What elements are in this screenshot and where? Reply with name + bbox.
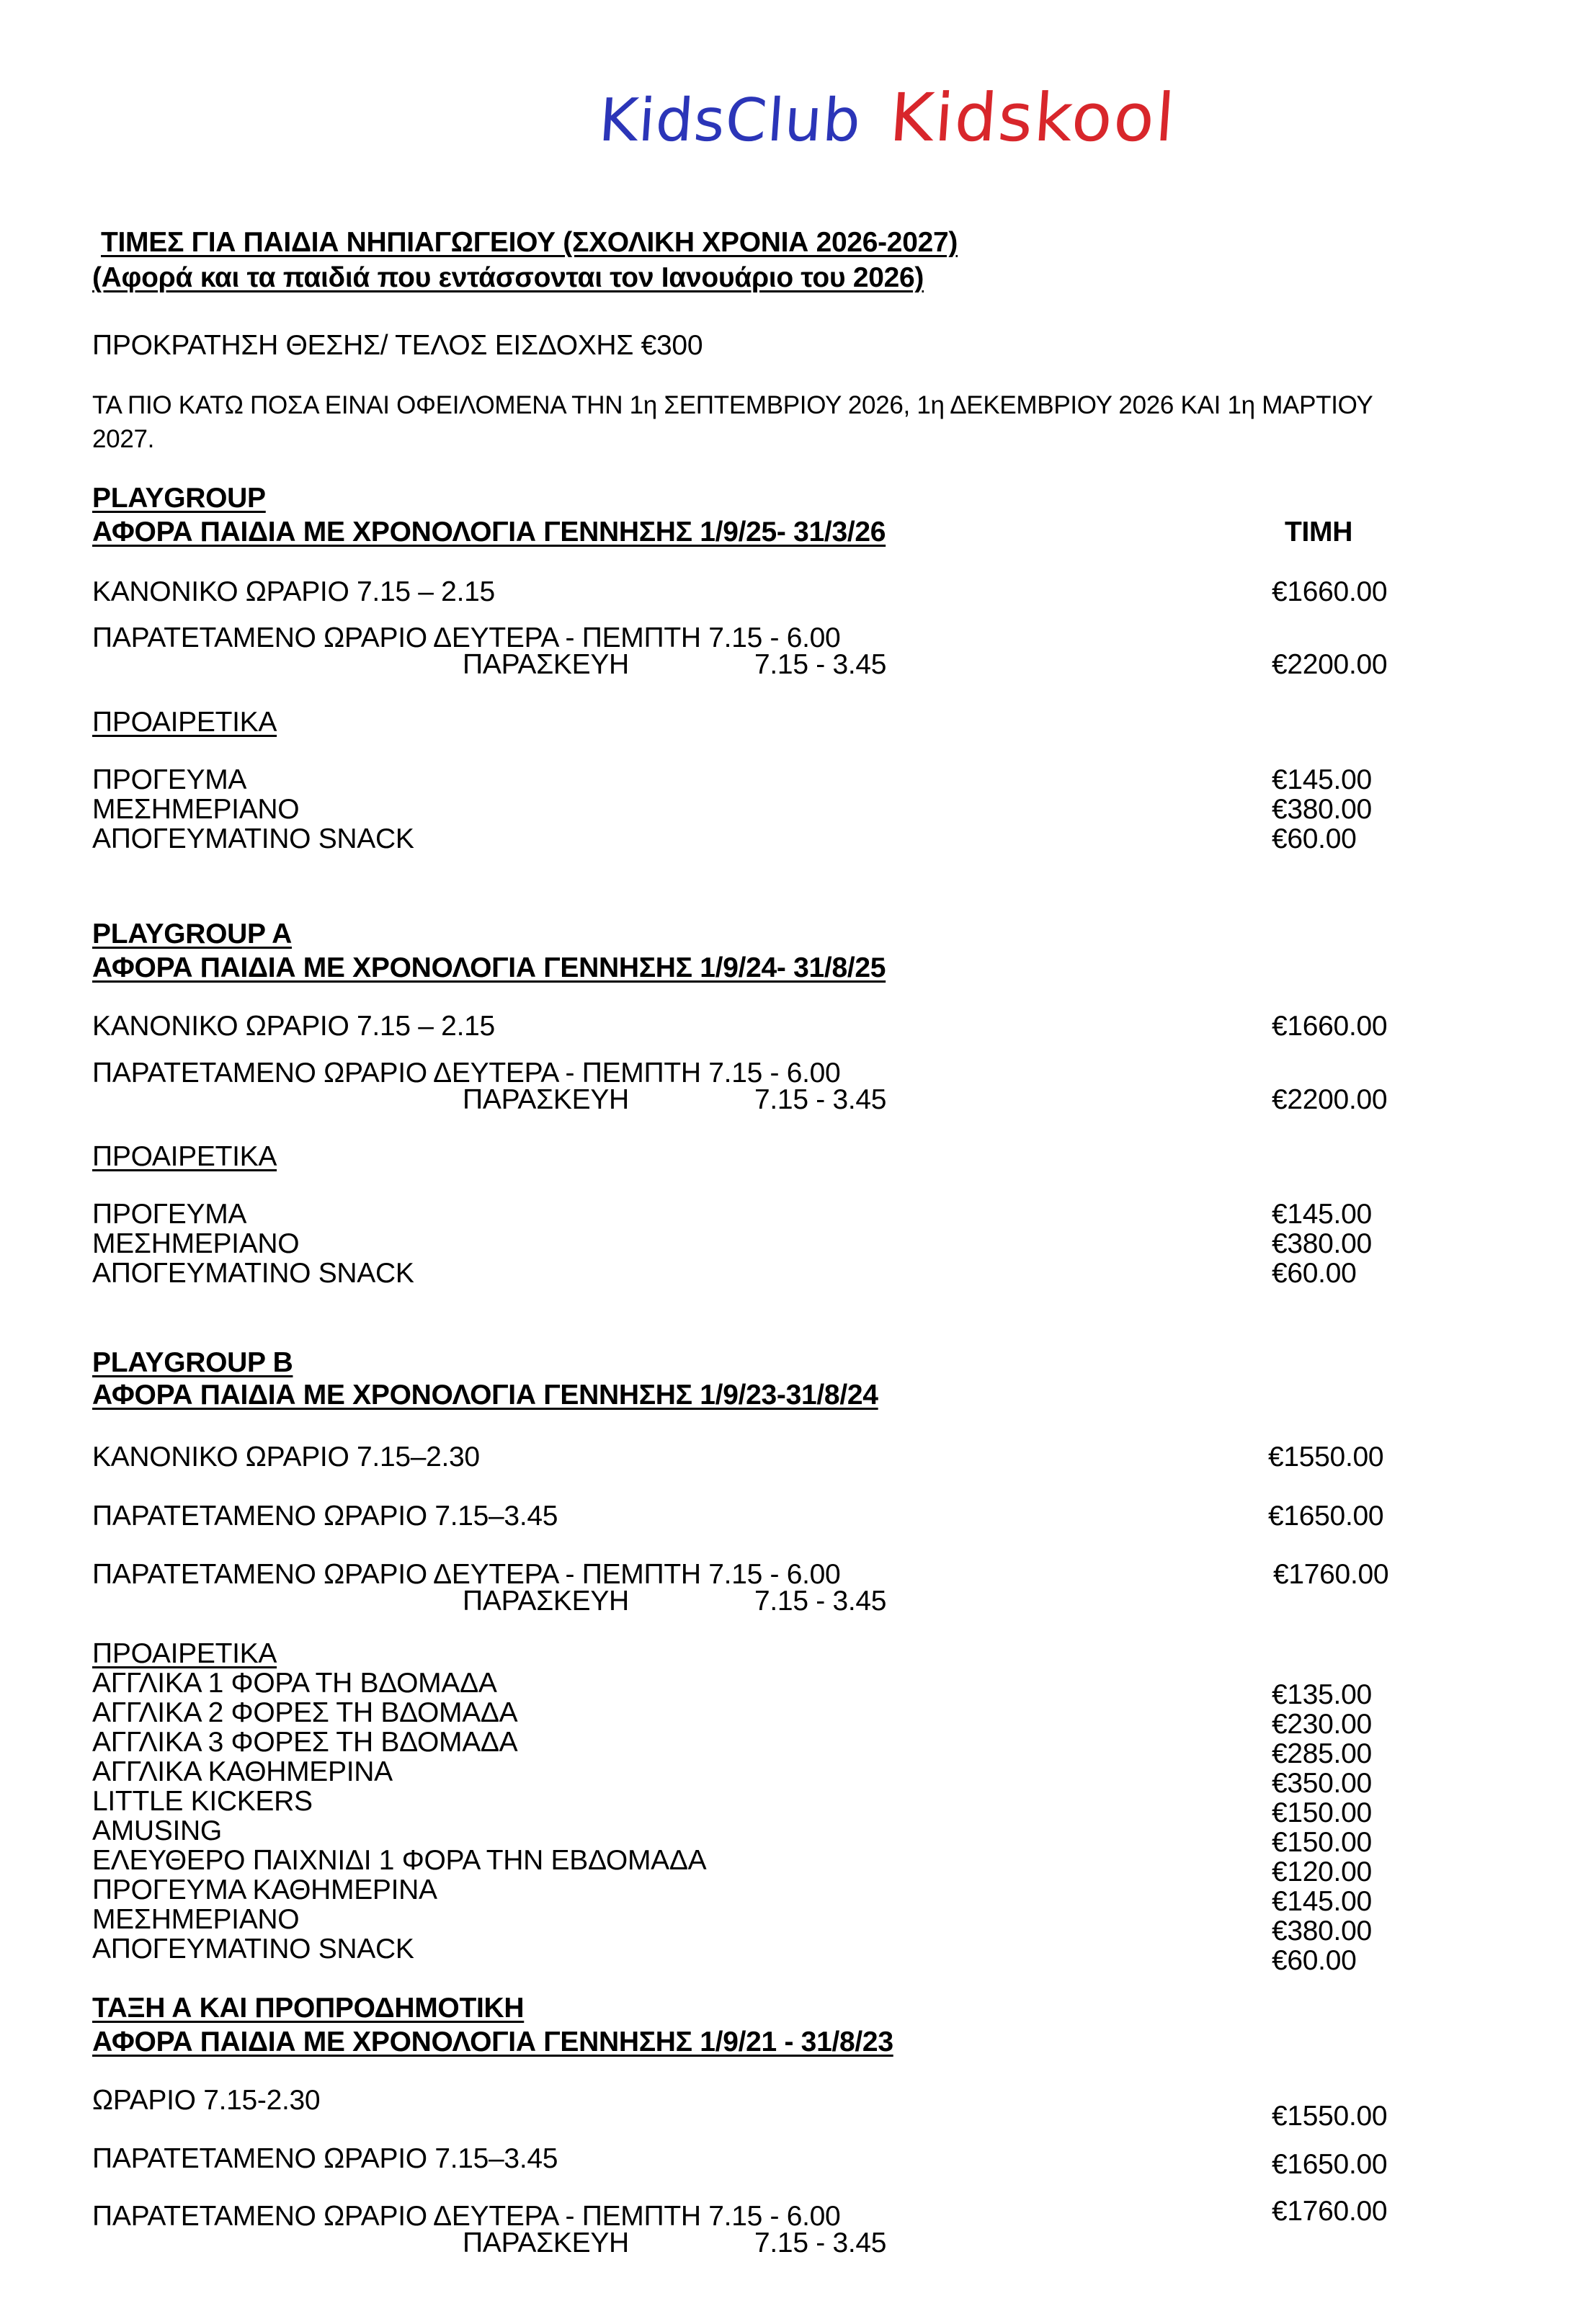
playgroup-b-extra-price: €120.00 bbox=[1272, 1856, 1372, 1887]
class-a-extended1-label: ΠΑΡΑΤΕΤΑΜΕΝΟ ΩΡΑΡΙΟ 7.15–3.45 bbox=[92, 2143, 558, 2174]
playgroup-b-extra-label: ΑΓΓΛΙΚΑ ΚΑΘΗΜΕΡΙΝΑ bbox=[92, 1756, 393, 1787]
playgroup-extra-price: €60.00 bbox=[1272, 823, 1357, 854]
class-a-title: ΤΑΞΗ Α ΚΑΙ ΠΡΟΠΡΟΔΗΜΟΤΙΚΗ bbox=[92, 1993, 525, 2024]
class-a-friday-time: 7.15 - 3.45 bbox=[754, 2227, 887, 2258]
playgroup-extra-label: ΠΡΟΓΕΥΜΑ bbox=[92, 764, 247, 795]
playgroup-a-regular-price: €1660.00 bbox=[1272, 1011, 1388, 1042]
playgroup-b-extra-price: €380.00 bbox=[1272, 1916, 1372, 1947]
playgroup-b-extra-price: €350.00 bbox=[1272, 1768, 1372, 1799]
playgroup-extra-label: ΑΠΟΓΕΥΜΑΤΙΝΟ SNACK bbox=[92, 823, 414, 854]
playgroup-a-friday-time: 7.15 - 3.45 bbox=[754, 1084, 887, 1115]
playgroup-b-extra-label: ΕΛΕΥΘΕΡΟ ΠΑΙΧΝΙΔΙ 1 ΦΟΡΑ ΤΗΝ ΕΒΔΟΜΑΔΑ bbox=[92, 1845, 707, 1876]
class-a-friday-label: ΠΑΡΑΣΚΕΥΗ bbox=[463, 2227, 629, 2258]
playgroup-b-extended2-label: ΠΑΡΑΤΕΤΑΜΕΝΟ ΩΡΑΡΙΟ ΔΕΥΤΕΡΑ - ΠΕΜΠΤΗ 7.15 - 6.00 bbox=[92, 1559, 841, 1590]
playgroup-title: PLAYGROUP bbox=[92, 483, 266, 514]
playgroup-extended-price: €2200.00 bbox=[1272, 649, 1388, 680]
playgroup-b-friday-label: ΠΑΡΑΣΚΕΥΗ bbox=[463, 1586, 629, 1617]
document-subtitle: (Αφορά και τα παιδιά που εντάσσονται τον Ιανουάριο του 2026) bbox=[92, 262, 924, 293]
playgroup-b-extra-label: ΑΓΓΛΙΚΑ 3 ΦΟΡΕΣ ΤΗ ΒΔΟΜΑΔΑ bbox=[92, 1727, 518, 1758]
class-a-subtitle: ΑΦΟΡΑ ΠΑΙΔΙΑ ΜΕ ΧΡΟΝΟΛΟΓΙΑ ΓΕΝΝΗΣΗΣ 1/9/21 - 31/8/23 bbox=[92, 2026, 893, 2057]
playgroup-friday-time: 7.15 - 3.45 bbox=[754, 649, 887, 680]
due-dates-line-1: ΤΑ ΠΙΟ ΚΑΤΩ ΠΟΣΑ ΕΙΝΑΙ ΟΦΕΙΛΟΜΕΝΑ ΤΗΝ 1η ΣΕΠΤΕΜΒΡΙΟΥ 2026, 1η ΔΕΚΕΜΒΡΙΟΥ 2026 ΚΑΙ 1η ΜΑΡΤΙΟΥ bbox=[92, 391, 1373, 419]
playgroup-b-regular-price: €1550.00 bbox=[1268, 1442, 1384, 1472]
playgroup-b-extra-label: LITTLE KICKERS bbox=[92, 1786, 313, 1817]
playgroup-a-friday-label: ΠΑΡΑΣΚΕΥΗ bbox=[463, 1084, 629, 1115]
playgroup-b-extra-label: ΑΓΓΛΙΚΑ 2 ΦΟΡΕΣ ΤΗ ΒΔΟΜΑΔΑ bbox=[92, 1697, 518, 1728]
class-a-extended1-price: €1650.00 bbox=[1272, 2149, 1388, 2180]
playgroup-b-extra-price: €285.00 bbox=[1272, 1738, 1372, 1769]
document-title: ΤΙΜΕΣ ΓΙΑ ΠΑΙΔΙΑ ΝΗΠΙΑΓΩΓΕΙΟΥ (ΣΧΟΛΙΚΗ ΧΡΟΝΙΑ 2026-2027) bbox=[101, 227, 958, 258]
playgroup-a-extra-label: ΜΕΣΗΜΕΡΙΑΝΟ bbox=[92, 1228, 300, 1259]
playgroup-a-subtitle: ΑΦΟΡΑ ΠΑΙΔΙΑ ΜΕ ΧΡΟΝΟΛΟΓΙΑ ΓΕΝΝΗΣΗΣ 1/9/24- 31/8/25 bbox=[92, 952, 886, 983]
playgroup-a-extended-label: ΠΑΡΑΤΕΤΑΜΕΝΟ ΩΡΑΡΙΟ ΔΕΥΤΕΡΑ - ΠΕΜΠΤΗ 7.15 - 6.00 bbox=[92, 1058, 841, 1089]
playgroup-b-extra-label: AMUSING bbox=[92, 1815, 222, 1846]
playgroup-b-extra-price: €230.00 bbox=[1272, 1709, 1372, 1740]
playgroup-b-extra-price: €135.00 bbox=[1272, 1679, 1372, 1710]
playgroup-b-extra-label: ΜΕΣΗΜΕΡΙΑΝΟ bbox=[92, 1904, 300, 1935]
playgroup-a-extra-label: ΠΡΟΓΕΥΜΑ bbox=[92, 1199, 247, 1230]
playgroup-b-friday-time: 7.15 - 3.45 bbox=[754, 1586, 887, 1617]
playgroup-b-title: PLAYGROUP B bbox=[92, 1347, 293, 1378]
playgroup-b-extended1-price: €1650.00 bbox=[1268, 1501, 1384, 1532]
reservation-fee: ΠΡΟΚΡΑΤΗΣΗ ΘΕΣΗΣ/ ΤΕΛΟΣ ΕΙΣΔΟΧΗΣ €300 bbox=[92, 330, 703, 361]
playgroup-b-extended2-price: €1760.00 bbox=[1273, 1559, 1389, 1590]
playgroup-a-optional-heading: ΠΡΟΑΙΡΕΤΙΚΑ bbox=[92, 1141, 277, 1172]
kidsclub-kidskool-logo bbox=[0, 68, 1583, 184]
price-column-header: ΤΙΜΗ bbox=[1285, 517, 1353, 548]
playgroup-b-optional-heading: ΠΡΟΑΙΡΕΤΙΚΑ bbox=[92, 1638, 277, 1669]
playgroup-subtitle: ΑΦΟΡΑ ΠΑΙΔΙΑ ΜΕ ΧΡΟΝΟΛΟΓΙΑ ΓΕΝΝΗΣΗΣ 1/9/25- 31/3/26 bbox=[92, 517, 886, 548]
playgroup-regular-label: ΚΑΝΟΝΙΚΟ ΩΡΑΡΙΟ 7.15 – 2.15 bbox=[92, 576, 495, 607]
playgroup-a-title: PLAYGROUP A bbox=[92, 919, 292, 949]
class-a-hours-label: ΩΡΑΡΙΟ 7.15-2.30 bbox=[92, 2085, 321, 2116]
playgroup-extra-label: ΜΕΣΗΜΕΡΙΑΝΟ bbox=[92, 794, 300, 825]
playgroup-a-extended-price: €2200.00 bbox=[1272, 1084, 1388, 1115]
playgroup-b-extended1-label: ΠΑΡΑΤΕΤΑΜΕΝΟ ΩΡΑΡΙΟ 7.15–3.45 bbox=[92, 1501, 558, 1532]
playgroup-extra-price: €145.00 bbox=[1272, 764, 1372, 795]
class-a-hours-price: €1550.00 bbox=[1272, 2101, 1388, 2132]
playgroup-b-extra-label: ΠΡΟΓΕΥΜΑ ΚΑΘΗΜΕΡΙΝΑ bbox=[92, 1874, 437, 1905]
due-dates-line-2: 2027. bbox=[92, 425, 155, 453]
logo-kidsclub: KidsClub bbox=[597, 86, 864, 155]
class-a-extended2-label: ΠΑΡΑΤΕΤΑΜΕΝΟ ΩΡΑΡΙΟ ΔΕΥΤΕΡΑ - ΠΕΜΠΤΗ 7.15 - 6.00 bbox=[92, 2201, 841, 2232]
playgroup-a-extra-price: €60.00 bbox=[1272, 1258, 1357, 1289]
playgroup-b-regular-label: ΚΑΝΟΝΙΚΟ ΩΡΑΡΙΟ 7.15–2.30 bbox=[92, 1442, 480, 1472]
playgroup-friday-label: ΠΑΡΑΣΚΕΥΗ bbox=[463, 649, 629, 680]
playgroup-b-extra-price: €145.00 bbox=[1272, 1886, 1372, 1917]
playgroup-b-subtitle: ΑΦΟΡΑ ΠΑΙΔΙΑ ΜΕ ΧΡΟΝΟΛΟΓΙΑ ΓΕΝΝΗΣΗΣ 1/9/23-31/8/24 bbox=[92, 1380, 878, 1411]
playgroup-a-regular-label: ΚΑΝΟΝΙΚΟ ΩΡΑΡΙΟ 7.15 – 2.15 bbox=[92, 1011, 495, 1042]
logo-kidskool: Kidskool bbox=[887, 79, 1179, 156]
playgroup-b-extra-price: €150.00 bbox=[1272, 1797, 1372, 1828]
playgroup-a-extra-price: €145.00 bbox=[1272, 1199, 1372, 1230]
playgroup-b-extra-price: €60.00 bbox=[1272, 1945, 1357, 1976]
class-a-extended2-price: €1760.00 bbox=[1272, 2196, 1388, 2227]
playgroup-regular-price: €1660.00 bbox=[1272, 576, 1388, 607]
playgroup-a-extra-label: ΑΠΟΓΕΥΜΑΤΙΝΟ SNACK bbox=[92, 1258, 414, 1289]
playgroup-a-extra-price: €380.00 bbox=[1272, 1228, 1372, 1259]
playgroup-b-extra-label: ΑΠΟΓΕΥΜΑΤΙΝΟ SNACK bbox=[92, 1934, 414, 1965]
playgroup-b-extra-price: €150.00 bbox=[1272, 1827, 1372, 1858]
playgroup-extended-label: ΠΑΡΑΤΕΤΑΜΕΝΟ ΩΡΑΡΙΟ ΔΕΥΤΕΡΑ - ΠΕΜΠΤΗ 7.15 - 6.00 bbox=[92, 622, 841, 653]
playgroup-extra-price: €380.00 bbox=[1272, 794, 1372, 825]
playgroup-optional-heading: ΠΡΟΑΙΡΕΤΙΚΑ bbox=[92, 707, 277, 738]
playgroup-b-extra-label: ΑΓΓΛΙΚΑ 1 ΦΟΡΑ ΤΗ ΒΔΟΜΑΔΑ bbox=[92, 1668, 497, 1699]
